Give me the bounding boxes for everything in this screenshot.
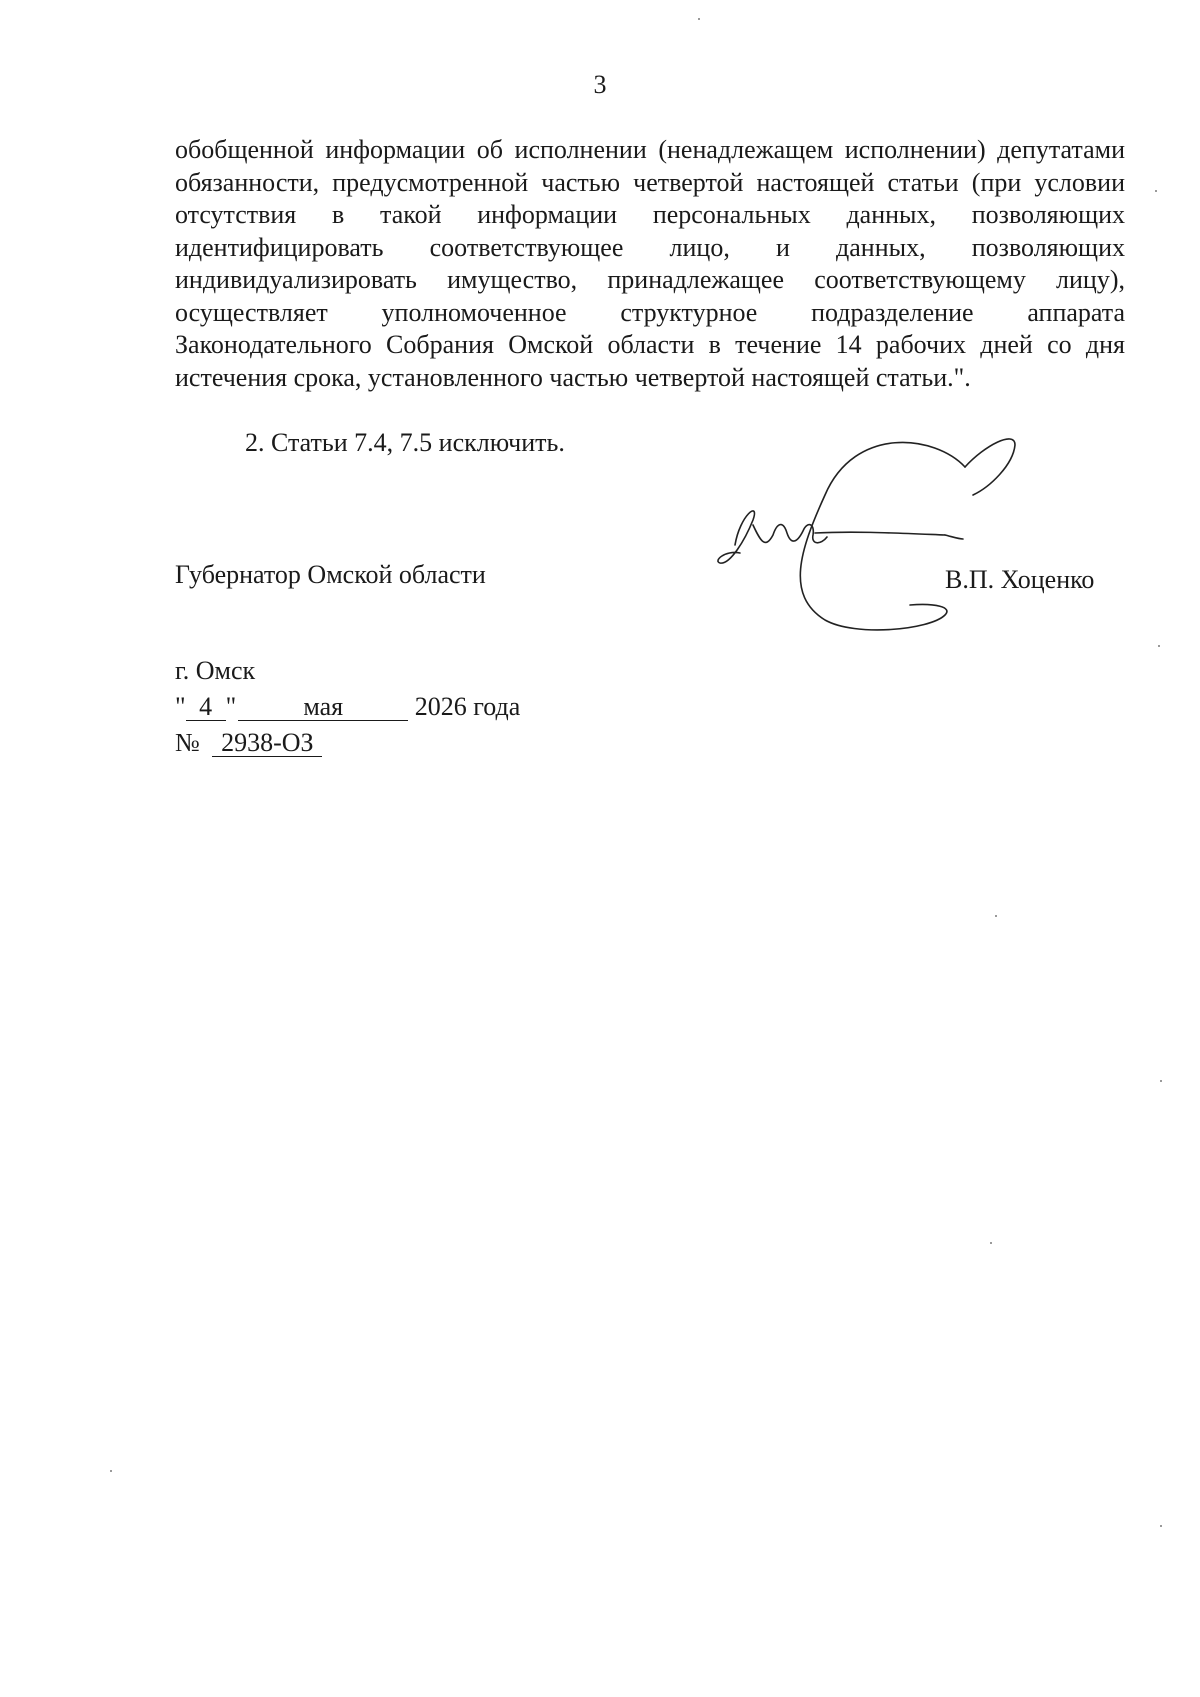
scan-speck [990, 1242, 992, 1244]
scan-speck [110, 1470, 112, 1472]
date-quote-close: " [225, 692, 237, 721]
scan-speck [1160, 1080, 1162, 1082]
body-paragraph: обобщенной информации об исполнении (ненадлежащем исполнении) депутатами обязанности, предусмотренной частью четвертой настоящей статьи (при условии отсутствия в такой информации персональных данных, позволяющих идентифицировать соответствующее лицо, и данных, позволяющих индивидуализировать имущество, принадлежащее соответствующему лицу), осуществляет уполномоченное структурное подразделение аппарата Законодательного Собрания Омской области в течение 14 рабочих дней со дня истечения срока, установленного частью четвертой настоящей статьи.". [175, 135, 1125, 392]
number-sign: № [175, 728, 200, 757]
law-number: 2938-ОЗ [212, 730, 322, 757]
date-day: 4 [186, 694, 226, 721]
signer-name: В.П. Хоценко [945, 565, 1095, 594]
scan-speck [1160, 1525, 1162, 1527]
page-number: 3 [593, 70, 607, 99]
scan-speck [1155, 190, 1157, 192]
handwritten-signature [715, 425, 1075, 650]
law-number-line [175, 728, 322, 758]
scan-speck [1158, 645, 1160, 647]
signer-title: Губернатор Омской области [175, 560, 486, 589]
scan-speck [698, 18, 700, 20]
date-year: 2026 года [414, 692, 521, 721]
city: г. Омск [175, 656, 256, 685]
signing-date [175, 692, 520, 722]
date-quote-open: " [175, 692, 186, 721]
date-month: мая [238, 694, 408, 721]
item-2-text: 2. Статьи 7.4, 7.5 исключить. [245, 428, 565, 457]
scan-speck [995, 915, 997, 917]
